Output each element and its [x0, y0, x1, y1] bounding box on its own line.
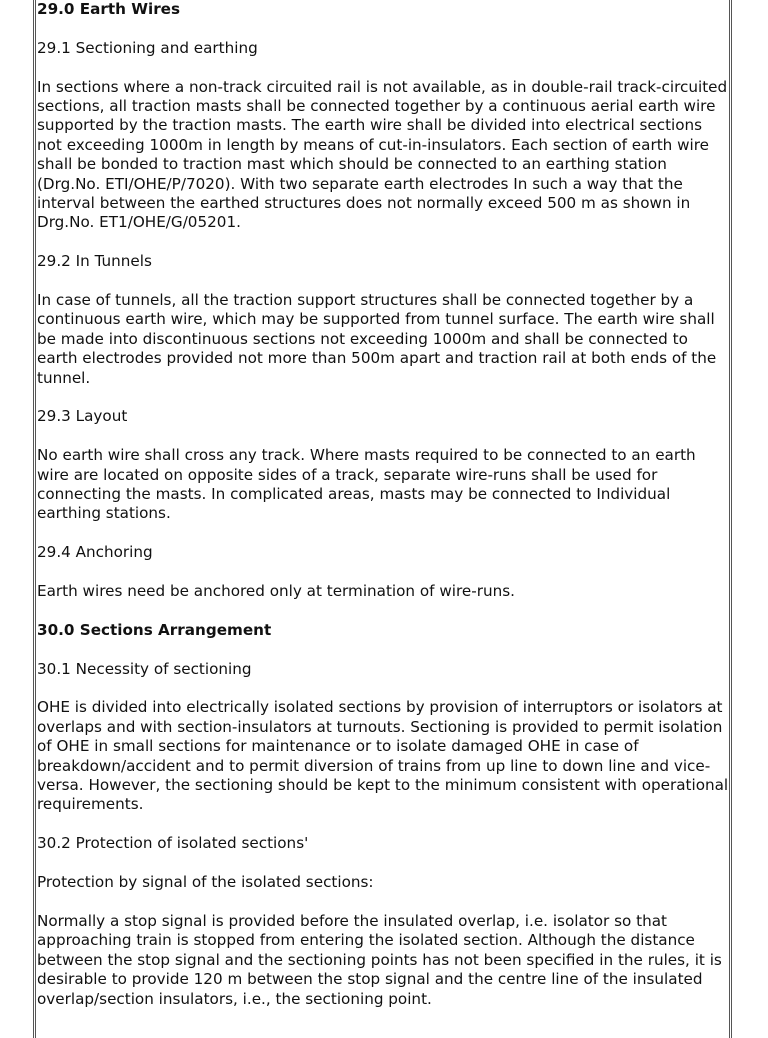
paragraph-30-2-a: Protection by signal of the isolated sections: — [37, 873, 374, 892]
subsection-title-30-2: 30.2 Protection of isolated sections' — [37, 834, 309, 853]
paragraph-29-4: Earth wires need be anchored only at termination of wire-runs. — [37, 582, 515, 601]
document-body — [37, 0, 730, 1028]
paragraph-30-1: OHE is divided into electrically isolated sections by provision of interruptors or isolators at overlaps and with section-insulators at turnouts. Sectioning is provided to permit isolation of OHE in small sections for maintenance or to isolate damaged OHE in case of breakdown/accident and to permit diversion of trains from up line to down line and vice-versa. However, the sectioning should be kept to the minimum consistent with operational requirements. — [37, 698, 729, 814]
paragraph-29-2: In case of tunnels, all the traction support structures shall be connected together by a continuous earth wire, which may be supported from tunnel surface. The earth wire shall be made into discontinuous sections not exceeding 1000m and shall be connected to earth electrodes provided not more than 500m apart and traction rail at both ends of the tunnel. — [37, 291, 717, 387]
subsection-title-29-4: 29.4 Anchoring — [37, 543, 153, 562]
section-heading-30: 30.0 Sections Arrangement — [37, 620, 272, 639]
subsection-title-29-2: 29.2 In Tunnels — [37, 252, 152, 271]
paragraph-30-2-b: Normally a stop signal is provided before the insulated overlap, i.e. isolator so that approaching train is stopped from entering the isolated section. Although the distance between the stop signal and the sectioning points has not been specified in the rules, it is desirable to provide 120 m between the stop signal and the centre line of the insulated overlap/section insulators, i.e., the sectioning point. — [37, 911, 722, 1008]
paragraph-29-1: In sections where a non-track circuited rail is not available, as in double-rail track-circuited sections, all traction masts shall be connected together by a continuous aerial earth wire supported by the traction masts. The earth wire shall be divided into electrical sections not exceeding 1000m in length by means of cut-in-insulators. Each section of earth wire shall be bonded to traction mast which should be connected to an earthing station (Drg.No. ETI/OHE/P/7020). With two separate earth electrodes In such a way that the interval between the earthed structures does not normally exceed 500 m as shown in Drg.No. ET1/OHE/G/05201. — [37, 77, 728, 232]
section-heading-29: 29.0 Earth Wires — [37, 0, 181, 18]
subsection-title-30-1: 30.1 Necessity of sectioning — [37, 659, 252, 678]
subsection-title-29-1: 29.1 Sectioning and earthing — [37, 38, 258, 57]
subsection-title-29-3: 29.3 Layout — [37, 407, 128, 426]
paragraph-29-3: No earth wire shall cross any track. Where masts required to be connected to an earth wire are located on opposite sides of a track, separate wire-runs shall be used for connecting the masts. In complicated areas, masts may be connected to Individual earthing stations. — [37, 446, 696, 523]
